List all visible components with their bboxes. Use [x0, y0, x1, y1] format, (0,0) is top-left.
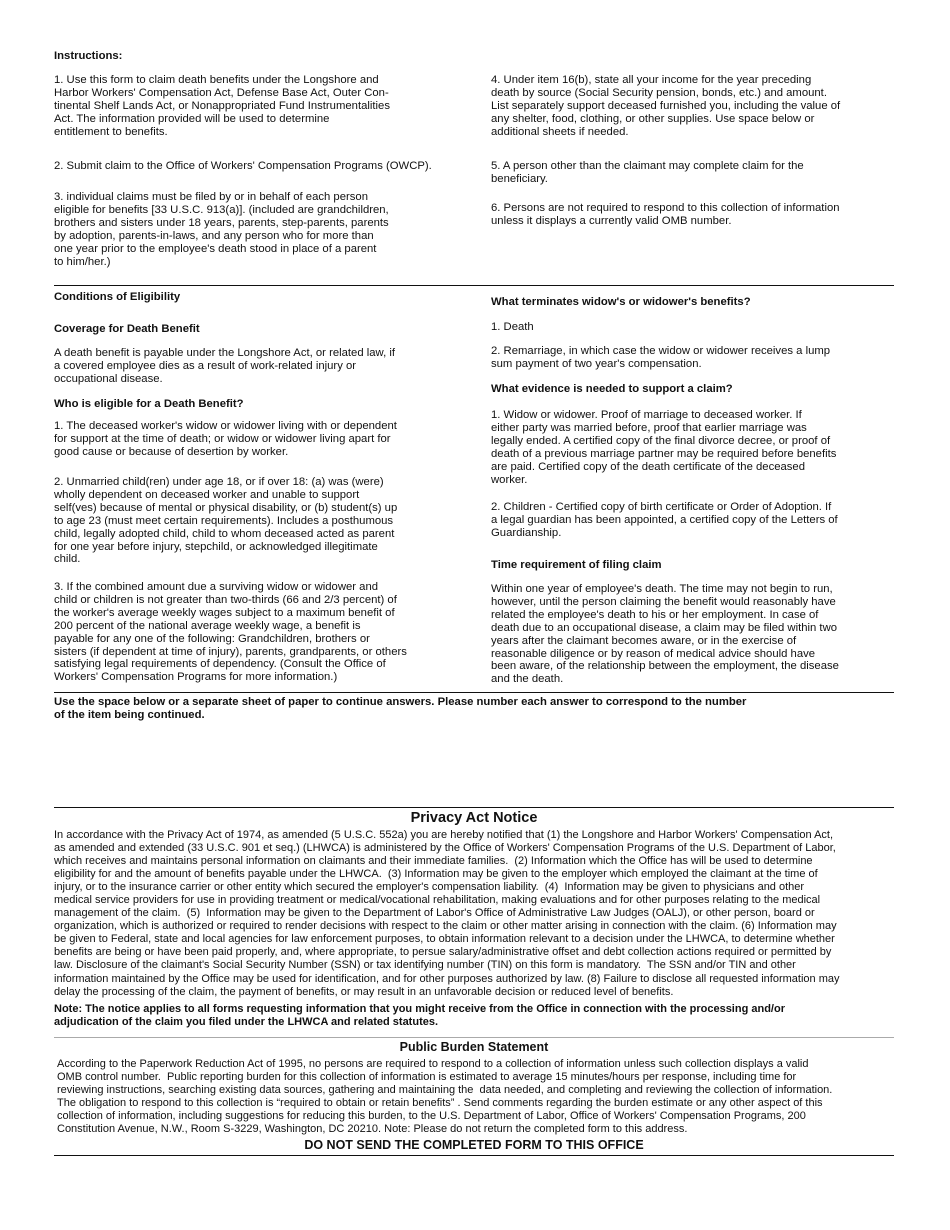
instruction-item-6: 6. Persons are not required to respond to this collection of information unless it displays a currently valid OMB number. [491, 202, 840, 227]
who-eligible-heading: Who is eligible for a Death Benefit? [54, 398, 244, 410]
burden-body: According to the Paperwork Reduction Act of 1995, no persons are required to respond to a collection of information unless such collection displays a valid OMB control number. Public reporting burden for this collection of information is estimated to average 15 minutes/hours per response, including time for reviewing instructions, searching existing data sources, gathering and maintaining the data needed, and completing and reviewing the collection of information. The obligation to respond to this collection is “required to obtain or retain benefits” . Send comments regarding the burden estimate or any other aspect of this collection of information, including suggestions for reducing this burden, to the U.S. Department of Labor, Office of Workers' Compensation Programs, 200 Constitution Avenue, N.W., Room S-3229, Washington, DC 20210. Note: Please do not return the completed form to this address. [57, 1058, 833, 1136]
instruction-item-3: 3. individual claims must be filed by or in behalf of each person eligible for benefits [33 U.S.C. 913(a)]. (included are grandchildren, brothers and sisters under 18 years, parents, step-parents, parents by adoption, parents-in-laws, and any person who for more than one year prior to the employee's death stood in place of a parent to him/her.) [54, 191, 389, 268]
bottom-rule [54, 1155, 894, 1156]
time-requirement-heading: Time requirement of filing claim [491, 559, 662, 571]
section-divider-eligibility [54, 285, 894, 286]
instruction-item-2: 2. Submit claim to the Office of Workers' Compensation Programs (OWCP). [54, 160, 432, 172]
evidence-item-1: 1. Widow or widower. Proof of marriage to deceased worker. If either party was married before, proof that earlier marriage was legally ended. A certified copy of the final divorce decree, or proof of death of a previous marriage partner may be required before benefits are paid. Certified copy of the death certificate of the deceased worker. [491, 409, 837, 486]
instruction-item-4: 4. Under item 16(b), state all your income for the year preceding death by source (Social Security pension, bonds, etc.) and amount. List separately support deceased furnished you, including the value of any shelter, food, clothing, or other supplies. Use space below or additional sheets if needed. [491, 74, 841, 138]
continuation-instructions: Use the space below or a separate sheet of paper to continue answers. Please number each answer to correspond to the number of the item being continued. [54, 696, 747, 721]
section-divider-continuation [54, 692, 894, 693]
continuation-answer-area[interactable] [54, 726, 894, 804]
privacy-title: Privacy Act Notice [410, 810, 538, 826]
terminates-item-2: 2. Remarriage, in which case the widow or widower receives a lump sum payment of two year's compensation. [491, 345, 831, 370]
terminates-item-1: 1. Death [491, 321, 534, 333]
privacy-note: Note: The notice applies to all forms requesting information that you might receive from the Office in connection with the processing and/or adjudication of the claim you filed under the LHWCA and related statutes. [54, 1003, 785, 1029]
do-not-send-notice: DO NOT SEND THE COMPLETED FORM TO THIS OFFICE [304, 1138, 644, 1152]
instruction-item-1: 1. Use this form to claim death benefits under the Longshore and Harbor Workers' Compensation Act, Defense Base Act, Outer Con- tinental Shelf Lands Act, or Nonappropriated Fund Instrumentalities Act. The information provided will be used to determine entitlement to benefits. [54, 74, 390, 138]
coverage-text: A death benefit is payable under the Longshore Act, or related law, if a covered employee dies as a result of work-related injury or occupational disease. [54, 347, 396, 385]
evidence-item-2: 2. Children - Certified copy of birth certificate or Order of Adoption. If a legal guardian has been appointed, a certified copy of the Letters of Guardianship. [491, 501, 838, 539]
who-eligible-item-1: 1. The deceased worker's widow or widower living with or dependent for support at the time of death; or widow or widower living apart for good cause or because of desertion by worker. [54, 420, 397, 458]
who-eligible-item-2: 2. Unmarried child(ren) under age 18, or if over 18: (a) was (were) wholly dependent on deceased worker and unable to support self(ves) because of mental or physical disability, or (b) student(s) up to age 23 (must meet certain requirements). Includes a posthumous child, legally adopted child, child to whom deceased acted as parent for one year before injury, stepchild, or acknowledged illegitimate child. [54, 476, 398, 566]
section-divider-privacy [54, 807, 894, 808]
section-divider-burden [54, 1037, 894, 1038]
privacy-body: In accordance with the Privacy Act of 1974, as amended (5 U.S.C. 552a) you are hereby notified that (1) the Longshore and Harbor Workers' Compensation Act, as amended and extended (33 U.S.C. 901 et seq.) (LHWCA) is administered by the Office of Workers' Compensation Programs of the U.S. Department of Labor, which receives and maintains personal information on claimants and their immediate families. (2) Information which the Office has will be used to determine eligibility for and the amount of benefits payable under the LHWCA. (3) Information may be given to the employer which employed the claimant at the time of injury, or to the insurance carrier or other entity which secured the employer's compensation liability. (4) Information may be given to physicians and other medical service providers for use in providing treatment or medical/vocational rehabilitation, making evaluations and for other purposes relating to the medical management of the claim. (5) Information may be given to the Department of Labor's Office of Administrative Law Judges (OALJ), or other person, board or organization, which is authorized or required to render decisions with respect to the claim or other matter arising in connection with the claim. (6) Information may be given to Federal, state and local agencies for law enforcement purposes, to obtain information relevant to a decision under the LHWCA, to determine whether benefits are being or have been paid properly, and, where appropriate, to persue salary/administrative offset and debt collection actions required or permitted by law. Disclosure of the claimant's Social Security Number (SSN) or tax identifying number (TIN) on this form is mandatory. The SSN and/or TIN and other information maintained by the Office may be used for identification, and for other purposes authorized by law. (8) Failure to disclose all requested information may delay the processing of the claim, the payment of benefits, or may result in an unfavorable decision or reduced level of benefits. [54, 829, 840, 998]
evidence-heading: What evidence is needed to support a claim? [491, 383, 733, 395]
eligibility-heading: Conditions of Eligibility [54, 291, 181, 303]
time-requirement-text: Within one year of employee's death. The time may not begin to run, however, until the person claiming the benefit would reasonably have related the employee's death to his or her employment. In case of death due to an occupational disease, a claim may be filed within two years after the claimant becomes aware, or in the exercise of reasonable diligence or by reason of medical advice should have been aware, of the relationship between the employment, the disease and the death. [491, 583, 839, 686]
instruction-item-5: 5. A person other than the claimant may complete claim for the beneficiary. [491, 160, 804, 185]
terminates-heading: What terminates widow's or widower's benefits? [491, 296, 751, 308]
instructions-heading: Instructions: [54, 50, 123, 62]
coverage-heading: Coverage for Death Benefit [54, 323, 200, 335]
burden-title: Public Burden Statement [399, 1040, 549, 1054]
who-eligible-item-3: 3. If the combined amount due a surviving widow or widower and child or children is not greater than two-thirds (66 and 2/3 percent) of the worker's average weekly wages subject to a maximum benefit of 200 percent of the national average weekly wage, a benefit is payable for any one of the following: Grandchildren, brothers or sisters (if dependent at time of injury), parents, grandparents, or others satisfying legal requirements of dependency. (Consult the Office of Workers' Compensation Programs for more information.) [54, 581, 407, 684]
